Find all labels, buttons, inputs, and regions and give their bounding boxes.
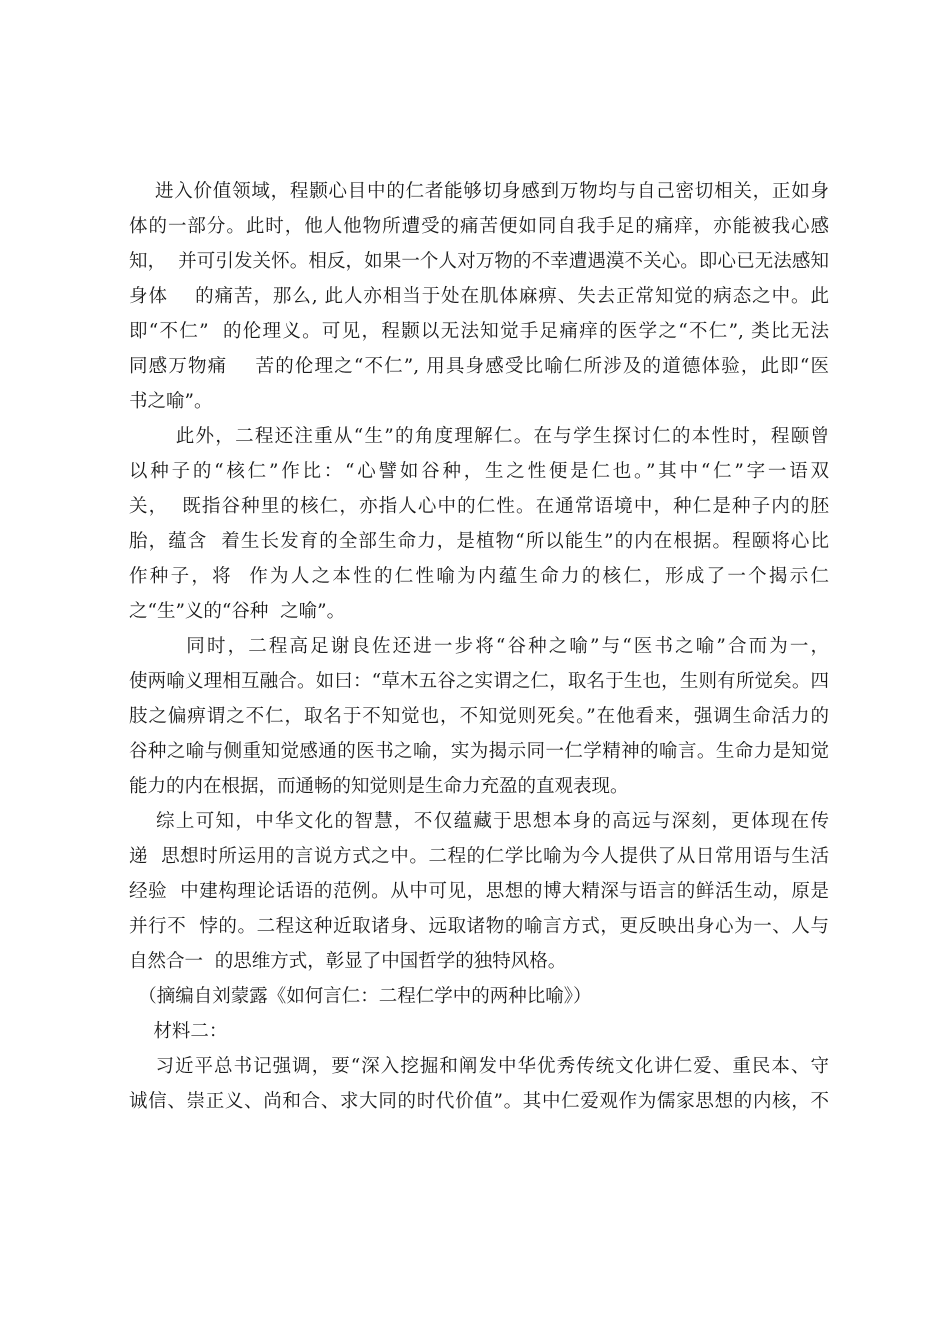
paragraph-4-line-2: 递 思想时所运用的言说方式之中。二程的仁学比喻为今人提供了从日常用语与生活 bbox=[129, 846, 829, 867]
material-two-heading: 材料二： bbox=[129, 1021, 228, 1042]
paragraph-3-line-3: 肢之偏痹谓之不仁，取名于不知觉也，不知觉则死矣。”在他看来，强调生命活力的 bbox=[129, 706, 829, 727]
paragraph-2-line-5: 作种子，将 作为人之本性的仁性喻为内蕴生命力的核仁，形成了一个揭示仁 bbox=[129, 566, 829, 587]
paragraph-1-line-7: 书之喻”。 bbox=[129, 391, 213, 412]
paragraph-3-line-2: 使两喻义理相互融合。如曰：“草木五谷之实谓之仁，取名于生也，生则有所觉矣。四 bbox=[129, 671, 829, 692]
paragraph-4-line-4: 并行不 悖的。二程这种近取诸身、远取诸物的喻言方式，更反映出身心为一、人与 bbox=[129, 916, 829, 937]
paragraph-1-line-5: 即“不仁” 的伦理义。可见，程颢以无法知觉手足痛痒的医学之“不仁”, 类比无法 bbox=[129, 321, 829, 342]
paragraph-3-line-1: 同时，二程高足谢良佐还进一步将“谷种之喻”与“医书之喻”合而为一， bbox=[129, 636, 829, 657]
paragraph-3-line-5: 能力的内在根据，而通畅的知觉则是生命力充盈的直观表现。 bbox=[129, 776, 629, 797]
paragraph-1-line-4: 身体 的痛苦，那么, 此人亦相当于处在肌体麻痹、失去正常知觉的病态之中。此 bbox=[129, 286, 829, 307]
paragraph-1-line-3: 知， 并可引发关怀。相反，如果一个人对万物的不幸遭遇漠不关心。即心已无法感知 bbox=[129, 251, 829, 272]
paragraph-5-line-2: 诚信、崇正义、尚和合、求大同的时代价值”。其中仁爱观作为儒家思想的内核，不 bbox=[129, 1091, 829, 1112]
source-citation: （摘编自刘蒙露《如何言仁：二程仁学中的两种比喻》） bbox=[129, 986, 592, 1007]
paragraph-4-line-1: 综上可知，中华文化的智慧，不仅蕴藏于思想本身的高远与深刻，更体现在传 bbox=[129, 811, 829, 832]
paragraph-2-line-2: 以种子的“核仁”作比：“心譬如谷种，生之性便是仁也。”其中“仁”字一语双 bbox=[129, 461, 829, 482]
paragraph-3-line-4: 谷种之喻与侧重知觉感通的医书之喻，实为揭示同一仁学精神的喻言。生命力是知觉 bbox=[129, 741, 829, 762]
paragraph-2-line-1: 此外，二程还注重从“生”的角度理解仁。在与学生探讨仁的本性时，程颐曾 bbox=[129, 426, 829, 447]
paragraph-4-line-3: 经验 中建构理论话语的范例。从中可见，思想的博大精深与语言的鲜活生动，原是 bbox=[129, 881, 829, 902]
paragraph-1-line-1: 进入价值领域，程颢心目中的仁者能够切身感到万物均与自己密切相关，正如身 bbox=[129, 181, 829, 202]
paragraph-5-line-1: 习近平总书记强调，要“深入挖掘和阐发中华优秀传统文化讲仁爱、重民本、守 bbox=[129, 1056, 829, 1077]
paragraph-2-line-6: 之“生”义的“谷种 之喻”。 bbox=[129, 601, 346, 622]
paragraph-2-line-3: 关， 既指谷种里的核仁，亦指人心中的仁性。在通常语境中，种仁是种子内的胚 bbox=[129, 496, 829, 517]
paragraph-1-line-6: 同感万物痛 苦的伦理之“不仁”, 用具身感受比喻仁所涉及的道德体验，此即“医 bbox=[129, 356, 829, 377]
paragraph-2-line-4: 胎，蕴含 着生长发育的全部生命力，是植物“所以能生”的内在根据。程颐将心比 bbox=[129, 531, 829, 552]
paragraph-4-line-5: 自然合一 的思维方式，彰显了中国哲学的独特风格。 bbox=[129, 951, 567, 972]
paragraph-1-line-2: 体的一部分。此时，他人他物所遭受的痛苦便如同自我手足的痛痒，亦能被我心感 bbox=[129, 216, 829, 237]
